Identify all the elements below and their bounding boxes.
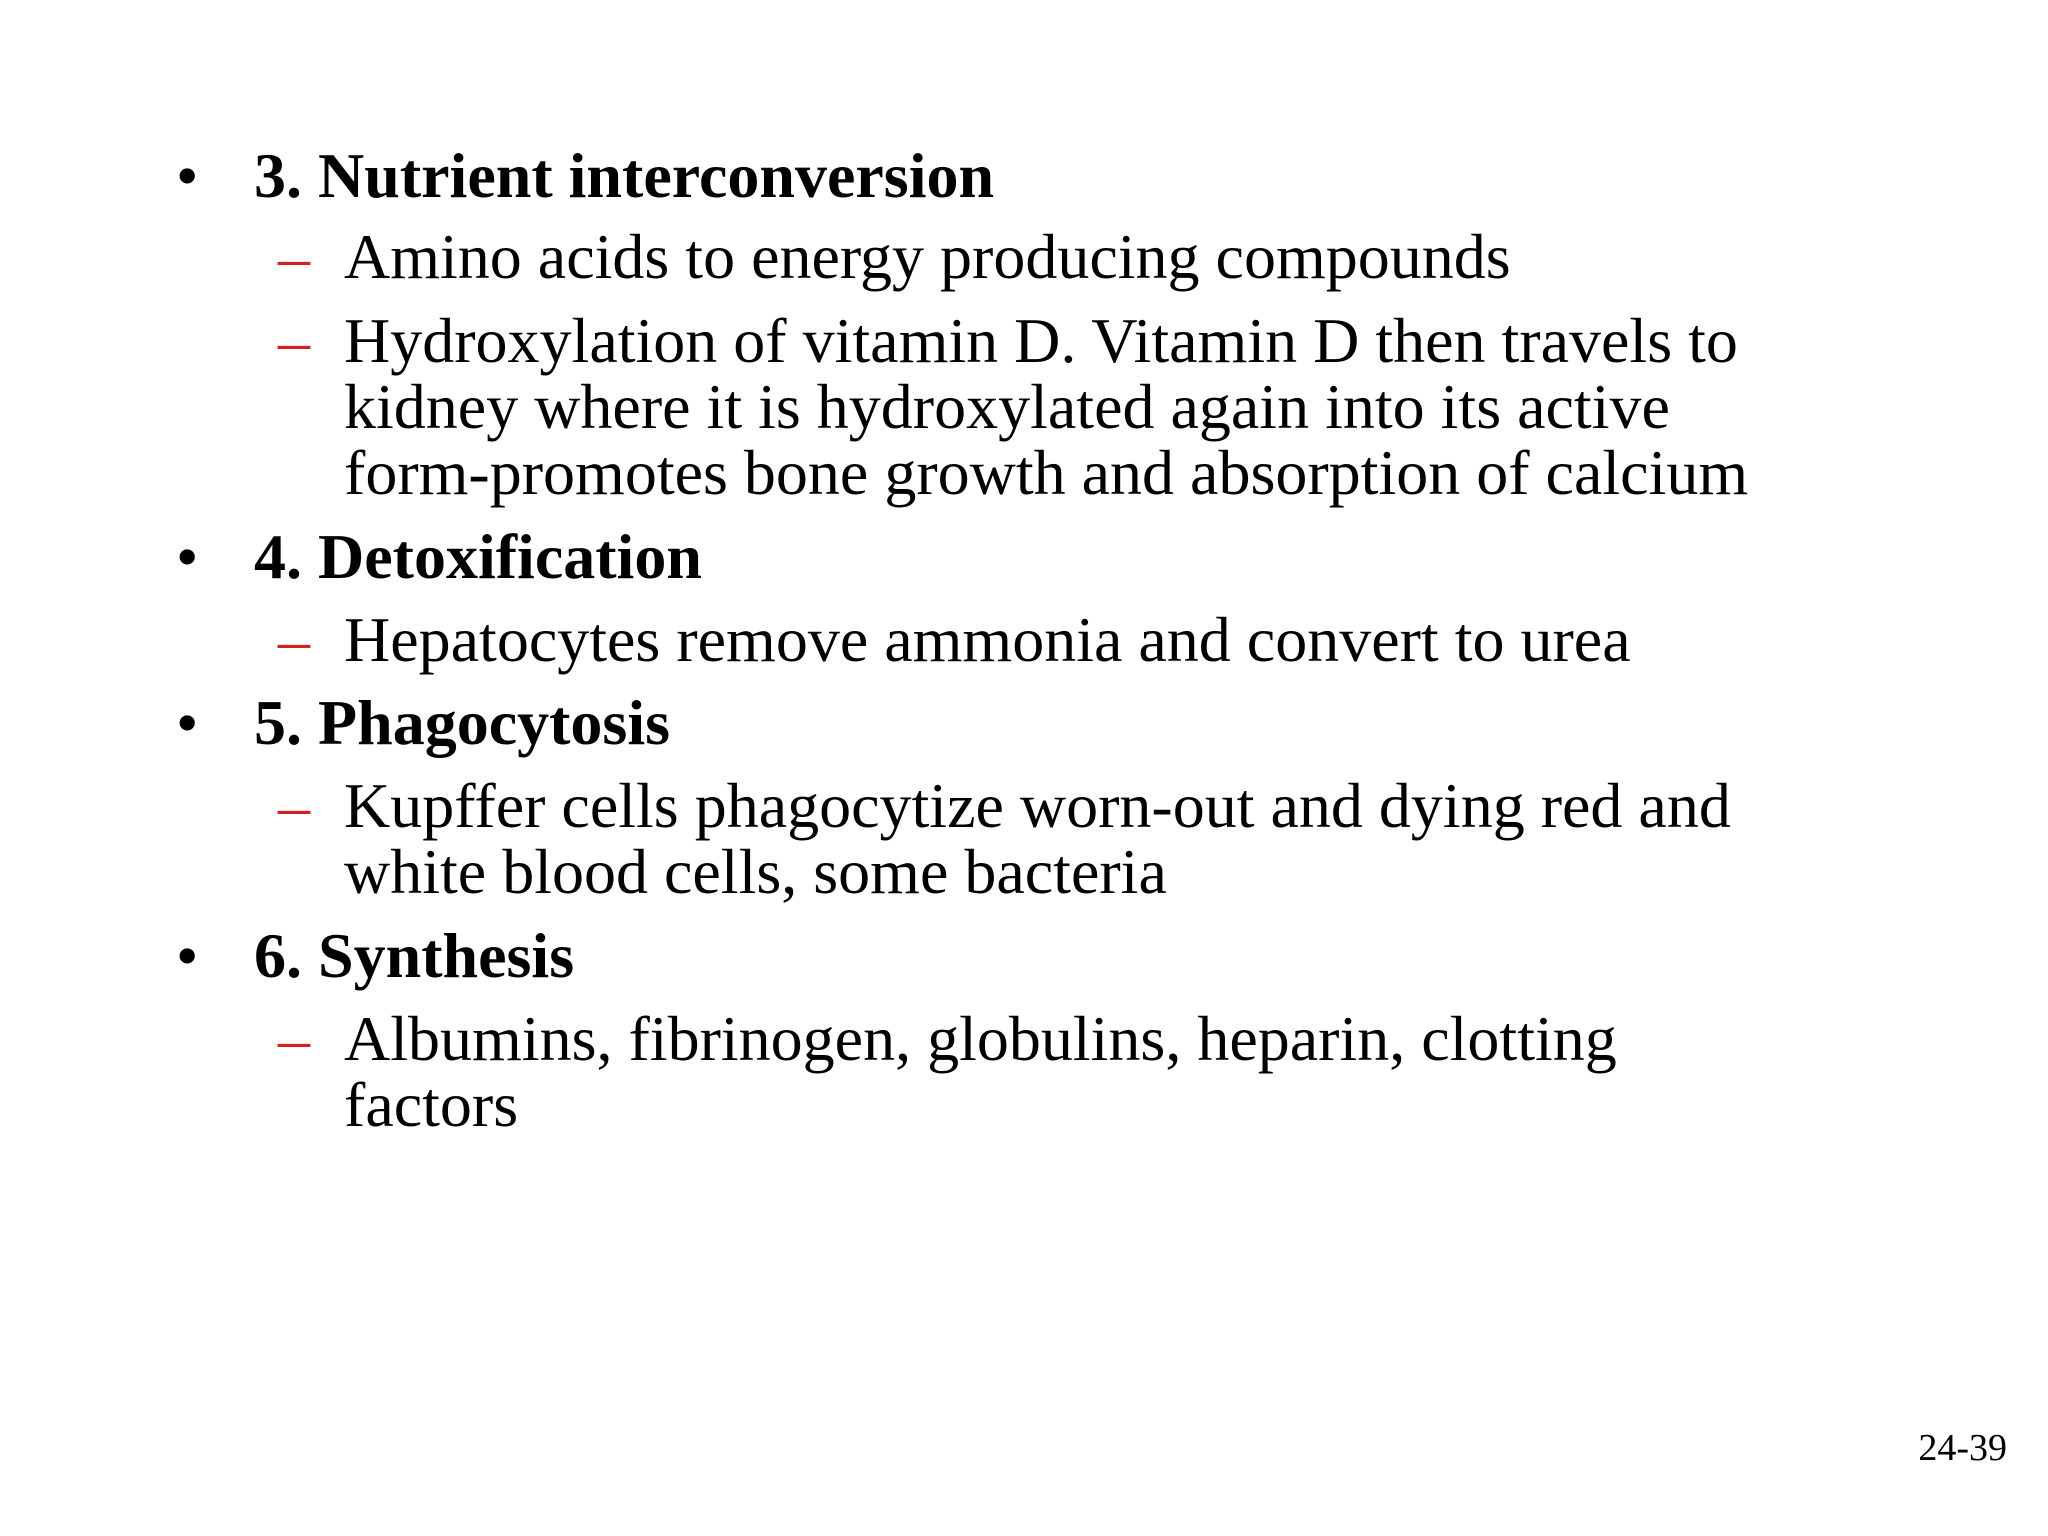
- sub-item-text: Hepatocytes remove ammonia and convert to urea: [344, 604, 1631, 675]
- sub-item-text: Amino acids to energy producing compounds: [344, 221, 1511, 292]
- bullet-heading: 5. Phagocytosis: [254, 687, 670, 758]
- bullet-icon: •: [176, 687, 199, 758]
- dash-icon: –: [278, 305, 310, 376]
- dash-icon: –: [278, 1003, 310, 1074]
- dash-icon: –: [278, 604, 310, 675]
- dash-icon: –: [278, 770, 310, 841]
- bullet-icon: •: [176, 920, 199, 991]
- bullet-heading: 4. Detoxification: [254, 521, 702, 592]
- sub-item-text: Hydroxylation of vitamin D. Vitamin D then travels to kidney where it is hydroxylated again into its active form-promotes bone growth and absorption of calcium: [344, 305, 1749, 508]
- bullet-heading: 6. Synthesis: [254, 920, 575, 991]
- bullet-icon: •: [176, 140, 199, 211]
- bullet-heading: 3. Nutrient interconversion: [254, 140, 995, 211]
- page-number: 24-39: [1918, 1427, 2007, 1469]
- dash-icon: –: [278, 221, 310, 292]
- sub-item-text: Kupffer cells phagocytize worn-out and dying red and white blood cells, some bacteria: [344, 770, 1731, 907]
- bullet-icon: •: [176, 521, 199, 592]
- sub-item-text: Albumins, fibrinogen, globulins, heparin, clotting factors: [344, 1003, 1617, 1140]
